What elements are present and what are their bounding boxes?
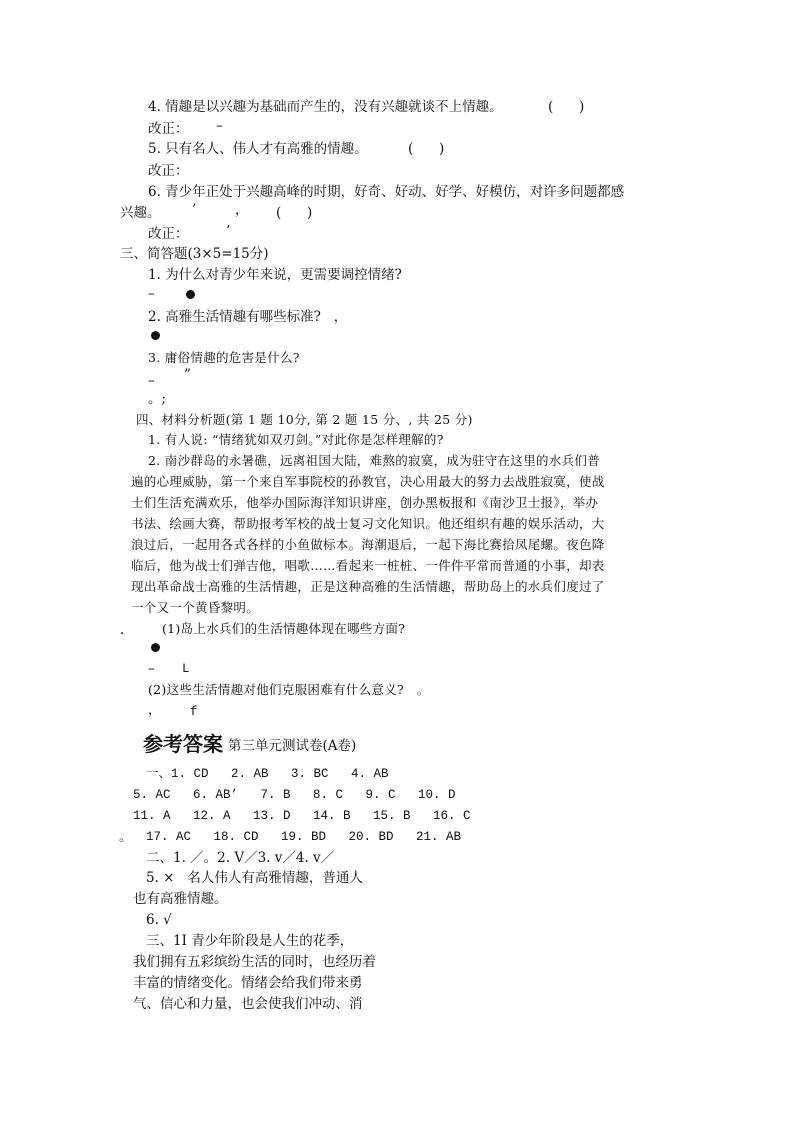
answer-row (146, 911, 172, 929)
stray-mark (119, 828, 133, 846)
bullet-dot-icon (151, 331, 160, 340)
passage-line (131, 494, 598, 512)
sub-question-2 (148, 681, 430, 699)
sub-question-1-text: (1)岛上水兵们的生活情趣体现在哪些方面? (162, 621, 406, 636)
answer-text: 5. AC 6. AB’ 7. B 8. C 9. C 10. D (133, 788, 456, 802)
sub-question-1 (162, 620, 405, 638)
passage-line (131, 515, 605, 533)
material-question-1-text: 1. 有人说: “情绪犹如双刃剑。”对此你是怎样理解的? (148, 432, 444, 447)
stray-mark-text: – (148, 373, 155, 389)
answer-row (146, 765, 389, 783)
question-4 (148, 98, 503, 116)
question-6-text: 6. 青少年正处于兴趣高峰的时期，好奇、好动、好学、好模仿，对许多问题都感 (148, 184, 625, 200)
heading-text: 四、材料分析题(第 1 题 10分, 第 2 题 15 分、, 共 25 分) (136, 412, 473, 427)
answer-text: 三、1I 青少年阶段是人生的花季， (146, 933, 354, 949)
answer-text: 我们拥有五彩缤纷生活的同时，也经历着 (133, 954, 376, 970)
stray-mark (148, 372, 155, 390)
passage-line (131, 536, 605, 554)
question-5-correction-label (148, 162, 189, 180)
material-question-1 (148, 431, 444, 449)
stray-mark-text: ， (148, 702, 162, 718)
answer-row (133, 953, 376, 971)
section-3-heading (120, 245, 269, 263)
answer-row (133, 890, 228, 908)
stray-mark (120, 621, 124, 639)
question-5-answer-blank (408, 140, 444, 158)
answer-text: 一、1. CD 2. AB 3. BC 4. AB (146, 767, 389, 781)
stray-mark (148, 390, 166, 408)
short-question-2 (148, 308, 347, 326)
stray-marks (192, 201, 248, 219)
question-6-correction-label (148, 225, 189, 243)
question-4-correction-label (148, 120, 189, 138)
stray-mark (190, 703, 198, 721)
section-4-heading (136, 411, 473, 429)
passage-line (131, 473, 605, 491)
correction-label: 改正： (148, 163, 189, 179)
passage-text: 士们生活充满欢乐，他举办国际海洋知识讲座，创办黑板报和《南沙卫士报》，举办 (131, 495, 599, 510)
stray-mark-text: L (182, 662, 190, 676)
question-6-answer-blank (276, 204, 312, 222)
passage-line (131, 557, 605, 575)
answer-text: 也有高雅情趣。 (133, 891, 228, 907)
question-5 (148, 140, 368, 158)
stray-mark-text: – (148, 286, 155, 302)
stray-mark-text: – (148, 661, 155, 677)
answer-key-title: 参考答案 (143, 732, 223, 756)
short-question-1-text: 1. 为什么对青少年来说，更需要调控情绪? (148, 267, 402, 283)
passage-line (131, 599, 259, 617)
sub-question-2-text: (2)这些生活情趣对他们克服困难有什么意义? 。 (148, 682, 430, 697)
answer-text: 气、信心和力量，也会使我们冲动、消 (133, 996, 363, 1012)
question-4-text: 4. 情趣是以兴趣为基础而产生的，没有兴趣就谈不上情趣。 (148, 99, 503, 115)
stray-mark-text: 。 (119, 829, 133, 845)
stray-mark (184, 366, 191, 384)
short-question-3 (148, 349, 300, 367)
answer-row (133, 786, 456, 804)
answer-text: 5. × 名人伟人有高雅情趣，普通人 (146, 870, 363, 886)
passage-text: 遍的心理威胁，第一个来自军事院校的孙教官，决心用最大的努力去战胜寂寞，使战 (131, 474, 605, 489)
answer-key-subtitle: 第三单元测试卷(A卷) (228, 738, 357, 754)
answer-row (133, 974, 363, 992)
passage-text: 现出革命战士高雅的生活情趣，正是这种高雅的生活情趣，帮助岛上的水兵们度过了 (131, 579, 605, 594)
stray-mark-text: ’ ， (192, 202, 249, 218)
question-6-text: 兴趣。 (120, 205, 161, 221)
stray-mark (216, 117, 223, 135)
paren-text: ( ) (276, 205, 313, 221)
stray-mark-text: ‘ (226, 223, 231, 239)
stray-mark-text: – (216, 118, 223, 134)
passage-text: 2. 南沙群岛的永暑礁，远离祖国大陆，难熬的寂寞，成为驻守在这里的水兵们普 (148, 453, 601, 468)
passage-text: 临后，他为战士们弹吉他，唱歌……看起来一桩桩、一件件平常而普通的小事，却表 (131, 558, 605, 573)
stray-mark-text: ” (184, 367, 191, 383)
correction-label: 改正： (148, 226, 189, 242)
passage-text: 书法、绘画大赛，帮助报考军校的战士复习文化知识。他还组织有趣的娱乐活动，大 (131, 516, 605, 531)
answer-text: 二、1. ／。2. V／3. v／4. v／ (146, 850, 335, 866)
passage-text: 一个又一个黄昏黎明。 (131, 600, 260, 615)
question-6-line-2 (120, 204, 161, 222)
passage-line (148, 452, 600, 470)
stray-mark (182, 660, 190, 678)
answer-row (146, 932, 353, 950)
answer-text: 丰富的情绪变化。情绪会给我们带来勇 (133, 975, 363, 991)
stray-mark (148, 660, 155, 678)
passage-line (131, 578, 605, 596)
question-5-text: 5. 只有名人、伟人才有高雅的情趣。 (148, 141, 368, 157)
answer-row (146, 828, 461, 846)
paren-text: ( ) (548, 99, 585, 115)
stray-mark (148, 285, 155, 303)
paren-text: ( ) (408, 141, 445, 157)
passage-text: 浪过后，一起用各式各样的小鱼做标本。海潮退后，一起下海比赛拾凤尾螺。夜色降 (131, 537, 605, 552)
answer-text: 6. √ (146, 912, 172, 928)
bullet-dot-icon (151, 643, 160, 652)
stray-mark (148, 701, 162, 719)
correction-label: 改正： (148, 121, 189, 137)
stray-mark-text: . (120, 622, 125, 638)
short-question-3-text: 3. 庸俗情趣的危害是什么? (148, 350, 300, 365)
answer-row (133, 995, 363, 1013)
short-question-2-text: 2. 高雅生活情趣有哪些标准? ， (148, 309, 348, 325)
answer-text: 11. A 12. A 13. D 14. B 15. B 16. C (133, 809, 471, 823)
answer-text: 17. AC 18. CD 19. BD 20. BD 21. AB (146, 830, 462, 844)
question-6-line-1 (148, 183, 624, 201)
short-question-1 (148, 266, 402, 284)
answer-row (146, 869, 363, 887)
answer-row (146, 849, 334, 867)
answer-row (133, 807, 471, 825)
bullet-dot-icon (186, 290, 195, 299)
stray-mark (226, 222, 230, 240)
question-4-answer-blank (548, 98, 584, 116)
heading-text: 三、简答题(3×5=15分) (120, 246, 269, 262)
stray-mark-text: f (190, 705, 198, 719)
stray-mark-text: 。; (148, 391, 167, 407)
